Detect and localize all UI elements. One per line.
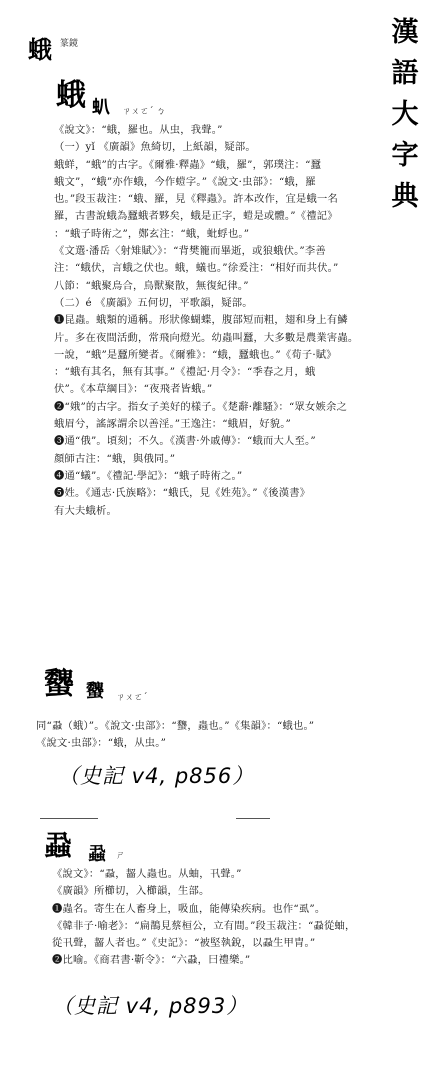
definition-line: ❷比喻。《商君書·靳令》：“六蝨，曰禮樂。” — [52, 954, 251, 967]
definition-line: 八節：“蛾聚烏合，鳥獸聚散，無復紀律。” — [54, 279, 249, 292]
definition-line: 蛾眉兮，謠諑謂余以善淫。”王逸注：“蛾眉，好貌。” — [54, 418, 292, 431]
divider — [236, 818, 270, 819]
definition-line: 蛾文”，“蛾”亦作蛾，今作螘字。”《說文·虫部》：“蛾，羅 — [54, 175, 316, 188]
definition-line: ❷“娥”的古字。指女子美好的樣子。《楚辭·離騷》：“眾女嫉余之 — [54, 400, 347, 413]
definition-line: 有大夫蛾析。 — [54, 504, 117, 517]
definition-line: 《文選·潘岳〈射雉賦〉》：“背樊籠而畢逝，或狼蛾伏。”李善 — [54, 245, 326, 258]
definition-line: （一）yǐ 《廣韻》魚綺切，上紙韻，疑部。 — [54, 141, 256, 154]
pronunciation-3: ㄕ — [116, 851, 126, 861]
definition-line: 同“蝨（蛾）”。《說文·虫部》：“𧕞，蟲也。”《集韻》：“蛾也。” — [36, 720, 315, 732]
definition-line: 蛾蛘，“蛾”的古字。《爾雅·釋蟲》“蛾，羅”，郭璞注：“蠶 — [54, 158, 322, 171]
headword-3-variant: 蝨 — [88, 844, 106, 865]
definition-line: 也。”段玉裁注：“蛾、羅，見《釋蟲》。許本改作，宜是蛾一名 — [54, 193, 339, 206]
entry-2-definitions — [36, 718, 376, 753]
definition-line: 片。多在夜間活動，常飛向燈光。幼蟲叫蠶，大多數是農業害蟲。 — [54, 331, 359, 344]
headword: 蛾 — [28, 35, 52, 64]
dictionary-title: 漢語大字典 — [391, 17, 419, 212]
definition-line: ❹通“蟻”。《禮記·學記》：“蛾子時術之。” — [54, 469, 243, 482]
definition-line: 從卂聲，齧人者也。”《史記》：“被堅執銳，以蝨生甲胄。” — [52, 937, 316, 950]
headword-variant-secondary: 𧈢 — [92, 97, 110, 118]
definition-line: ❸通“俄”。頃刻；不久。《漢書·外戚傳》：“蛾而大人至。” — [54, 435, 316, 448]
definition-line: ❶昆蟲。蛾類的通稱。形狀像蝴蝶，腹部短而粗，翅和身上有鱗 — [54, 314, 348, 327]
definition-line: ❶蟲名。寄生在人畜身上，吸血，能傳染疾病。也作“虱”。 — [52, 902, 326, 915]
definition-line: ：“蛾子時術之”，鄭玄注：“蛾，蚍蜉也。” — [54, 227, 250, 240]
definition-line: 伏”。《本草綱目》：“夜飛者皆蛾。” — [54, 383, 213, 396]
definition-line: 《廣韻》所櫛切，入櫛韻，生部。 — [52, 885, 210, 898]
headword-variant: 蛾 — [56, 78, 86, 113]
definition-line: 《說文·虫部》：“蛾，从虫。” — [36, 737, 167, 750]
entry-definitions — [54, 122, 376, 520]
definition-line: 《說文》：“蛾，羅也。从虫，我聲。” — [54, 124, 223, 136]
definition-line: ❺姓。《通志·氏族略》：“蛾氏，見《姓苑》。”《後漢書》 — [54, 487, 311, 500]
definition-line: 一說，“蛾”是蠶所變者。《爾雅》：“蛾，蠶蛾也。”《荀子·賦》 — [54, 348, 337, 361]
handwritten-note: （史記 v4, p856） — [58, 764, 255, 788]
divider — [40, 818, 98, 819]
pronunciation: ㄗㄨㄛˊ ㄅ — [122, 107, 166, 117]
headword-2-variant: 𧕞 — [86, 681, 104, 702]
definition-line: （二）é 《廣韻》五何切，平歌韻，疑部。 — [54, 296, 253, 309]
headword-source: 篆鏡 — [60, 39, 79, 49]
definition-line: 顏師古注：“蛾，與俄同。” — [54, 452, 176, 465]
definition-line: 《韓非子·喻老》：“扁鵲見蔡桓公，立有間。”段玉裁注：“蝨從蚰， — [52, 919, 356, 932]
handwritten-note: （史記 v4, p893） — [52, 994, 249, 1018]
headword-3: 蝨 — [44, 829, 73, 862]
definition-line: 《說文》：“蝨，齧人蟲也。从蚰，卂聲。” — [52, 868, 242, 880]
definition-line: ：“蛾有其名，無有其事。”《禮記·月令》：“季春之月，蛾 — [54, 366, 316, 379]
pronunciation-2: ㄗㄨㄛˊ — [116, 693, 148, 703]
headword-2: 𧕞 — [44, 667, 74, 702]
entry-3-definitions — [52, 866, 378, 970]
definition-line: 羅，古書說蛾為蠶蛾者夥矣，蛾是正字，螘是或體。”《禮記》 — [54, 210, 338, 223]
definition-line: 注：“蛾伏，言蛾之伏也。蛾，蟻也。”徐爰注：“相好而共伏。” — [54, 262, 339, 275]
